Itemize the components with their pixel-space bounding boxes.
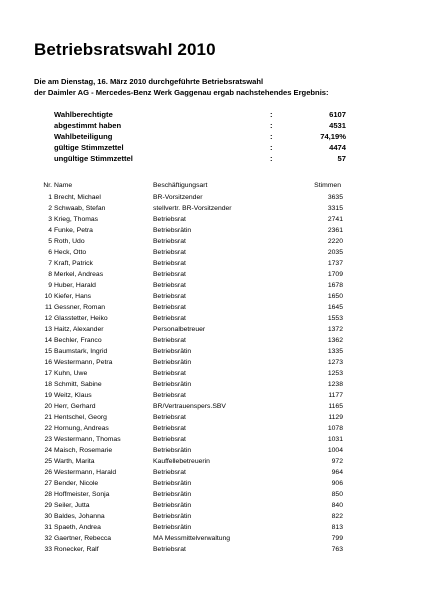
row-stimmen: 1650 (327, 293, 343, 300)
row-beschaeftigungsart: Betriebsrat (153, 238, 186, 245)
row-stimmen: 1004 (327, 447, 343, 454)
table-row (33, 260, 343, 271)
stat-label: gültige Stimmzettel (54, 143, 124, 152)
row-beschaeftigungsart: Betriebsrat (153, 414, 186, 421)
row-name: Ronecker, Ralf (54, 546, 99, 553)
row-beschaeftigungsart: Betriebsrat (153, 370, 186, 377)
row-nr: 1 (48, 194, 52, 201)
row-beschaeftigungsart: Personalbetreuer (153, 326, 206, 333)
table-row (33, 392, 343, 403)
row-beschaeftigungsart: Betriebsrätin (153, 359, 192, 366)
table-row (33, 282, 343, 293)
row-name: Spaeth, Andrea (54, 524, 101, 531)
row-stimmen: 1078 (327, 425, 343, 432)
table-row (33, 535, 343, 546)
table-row (33, 436, 343, 447)
table-row (33, 491, 343, 502)
row-nr: 5 (48, 238, 52, 245)
stat-colon: : (270, 143, 273, 152)
row-nr: 10 (44, 293, 52, 300)
table-row (33, 205, 343, 216)
row-name: Krieg, Thomas (54, 216, 99, 223)
row-stimmen: 1645 (327, 304, 343, 311)
row-nr: 25 (44, 458, 52, 465)
row-name: Brecht, Michael (54, 194, 101, 201)
stat-value: 4474 (329, 143, 346, 152)
stat-row-wahlbeteiligung (54, 132, 346, 143)
row-nr: 13 (44, 326, 52, 333)
row-beschaeftigungsart: Betriebsrat (153, 304, 186, 311)
table-row (33, 546, 343, 557)
stat-label: Wahlbeteiligung (54, 132, 113, 141)
stat-label: abgestimmt haben (54, 121, 122, 130)
row-name: Kiefer, Hans (54, 293, 92, 300)
intro-line-1: Die am Dienstag, 16. März 2010 durchgeführte Betriebsratswahl (34, 77, 264, 86)
stat-value: 57 (337, 154, 346, 163)
row-stimmen: 1165 (328, 403, 343, 410)
row-nr: 6 (48, 249, 52, 256)
row-beschaeftigungsart: Betriebsrätin (153, 502, 192, 509)
row-name: Hoffmeister, Sonja (54, 491, 110, 498)
row-beschaeftigungsart: Kauffellebetreuerin (153, 458, 210, 465)
table-row (33, 216, 343, 227)
row-stimmen: 763 (331, 546, 343, 553)
row-name: Bechler, Franco (54, 337, 102, 344)
row-name: Warth, Marita (54, 458, 95, 465)
row-stimmen: 1129 (328, 414, 343, 421)
stat-colon: : (270, 110, 273, 119)
row-stimmen: 1177 (328, 392, 343, 399)
row-stimmen: 2220 (327, 238, 343, 245)
row-name: Bender, Nicole (54, 480, 99, 487)
row-beschaeftigungsart: Betriebsrätin (153, 491, 192, 498)
row-beschaeftigungsart: BR/Vertrauenspers.SBV (153, 403, 226, 410)
row-stimmen: 1253 (327, 370, 343, 377)
row-stimmen: 3635 (327, 194, 343, 201)
row-stimmen: 1553 (327, 315, 343, 322)
row-nr: 8 (48, 271, 52, 278)
table-row (33, 370, 343, 381)
table-row (33, 337, 343, 348)
row-beschaeftigungsart: Betriebsrat (153, 337, 186, 344)
row-beschaeftigungsart: Betriebsrätin (153, 227, 192, 234)
header-name: Name (54, 182, 73, 189)
row-name: Weitz, Klaus (54, 392, 92, 399)
row-name: Gessner, Roman (54, 304, 105, 311)
table-row (33, 469, 343, 480)
intro-text (34, 76, 329, 98)
header-beschaeftigungsart: Beschäftigungsart (153, 182, 208, 189)
table-row (33, 194, 343, 205)
summary-stats (54, 110, 346, 165)
row-beschaeftigungsart: Betriebsrat (153, 293, 186, 300)
header-nr: Nr. (43, 182, 52, 189)
stat-row-gueltige (54, 143, 346, 154)
table-row (33, 502, 343, 513)
table-row (33, 524, 343, 535)
row-stimmen: 813 (331, 524, 343, 531)
row-name: Heck, Otto (54, 249, 87, 256)
row-beschaeftigungsart: Betriebsrätin (153, 447, 192, 454)
row-nr: 4 (48, 227, 52, 234)
row-nr: 12 (44, 315, 52, 322)
row-nr: 23 (44, 436, 52, 443)
row-beschaeftigungsart: stellvertr. BR-Vorsitzender (153, 205, 232, 212)
row-stimmen: 1031 (327, 436, 343, 443)
row-beschaeftigungsart: Betriebsrat (153, 260, 186, 267)
row-name: Westermann, Harald (54, 469, 117, 476)
row-name: Roth, Udo (54, 238, 85, 245)
table-row (33, 403, 343, 414)
table-row (33, 304, 343, 315)
row-beschaeftigungsart: Betriebsrat (153, 315, 186, 322)
row-nr: 29 (44, 502, 52, 509)
row-name: Baumstark, Ingrid (54, 348, 108, 355)
row-stimmen: 840 (331, 502, 343, 509)
row-beschaeftigungsart: Betriebsrätin (153, 381, 192, 388)
table-row (33, 271, 343, 282)
stat-value: 4531 (329, 121, 346, 130)
row-stimmen: 906 (331, 480, 343, 487)
row-stimmen: 964 (331, 469, 343, 476)
row-nr: 28 (44, 491, 52, 498)
row-nr: 30 (44, 513, 52, 520)
table-row (33, 447, 343, 458)
row-name: Merkel, Andreas (54, 271, 104, 278)
row-nr: 27 (44, 480, 52, 487)
row-name: Glasstetter, Heiko (54, 315, 108, 322)
row-beschaeftigungsart: Betriebsrat (153, 469, 186, 476)
stat-value: 74,19% (320, 132, 346, 141)
row-stimmen: 1273 (327, 359, 343, 366)
table-row (33, 513, 343, 524)
row-name: Kuhn, Uwe (54, 370, 88, 377)
stat-label: Wahlberechtigte (54, 110, 113, 119)
row-name: Funke, Petra (54, 227, 93, 234)
row-beschaeftigungsart: Betriebsrat (153, 546, 186, 553)
row-stimmen: 850 (331, 491, 343, 498)
table-row (33, 227, 343, 238)
table-row (33, 315, 343, 326)
stat-row-wahlberechtigte (54, 110, 346, 121)
table-row (33, 480, 343, 491)
row-stimmen: 972 (331, 458, 343, 465)
table-row (33, 238, 343, 249)
row-stimmen: 1335 (327, 348, 343, 355)
row-beschaeftigungsart: Betriebsrat (153, 216, 186, 223)
row-beschaeftigungsart: MA Messmittelverwaltung (153, 535, 231, 542)
stat-label: ungültige Stimmzettel (54, 154, 133, 163)
table-row (33, 326, 343, 337)
row-nr: 18 (44, 381, 52, 388)
row-nr: 19 (44, 392, 52, 399)
results-table-header (33, 182, 343, 193)
row-name: Huber, Harald (54, 282, 96, 289)
row-stimmen: 1709 (327, 271, 343, 278)
row-name: Hentschel, Georg (54, 414, 107, 421)
row-name: Maisch, Rosemarie (54, 447, 113, 454)
row-name: Haitz, Alexander (54, 326, 104, 333)
stat-colon: : (270, 154, 273, 163)
row-stimmen: 799 (331, 535, 343, 542)
table-row (33, 249, 343, 260)
stat-row-abgestimmt (54, 121, 346, 132)
row-nr: 31 (44, 524, 52, 531)
row-nr: 9 (48, 282, 52, 289)
row-beschaeftigungsart: Betriebsrätin (153, 348, 192, 355)
table-row (33, 414, 343, 425)
row-stimmen: 822 (331, 513, 343, 520)
table-row (33, 458, 343, 469)
table-row (33, 425, 343, 436)
row-stimmen: 2361 (327, 227, 343, 234)
row-name: Gaertner, Rebecca (54, 535, 112, 542)
row-nr: 26 (44, 469, 52, 476)
row-beschaeftigungsart: Betriebsrat (153, 249, 186, 256)
row-beschaeftigungsart: Betriebsrätin (153, 513, 192, 520)
table-row (33, 348, 343, 359)
stat-value: 6107 (329, 110, 346, 119)
stat-colon: : (270, 121, 273, 130)
row-stimmen: 2035 (327, 249, 343, 256)
row-beschaeftigungsart: Betriebsrat (153, 282, 186, 289)
results-table-body (33, 194, 343, 557)
row-stimmen: 1372 (327, 326, 343, 333)
row-nr: 33 (44, 546, 52, 553)
row-beschaeftigungsart: Betriebsrat (153, 436, 186, 443)
row-name: Schwaab, Stefan (54, 205, 106, 212)
header-stimmen: Stimmen (314, 182, 341, 189)
row-nr: 20 (44, 403, 52, 410)
row-nr: 14 (44, 337, 52, 344)
row-nr: 2 (48, 205, 52, 212)
row-stimmen: 1678 (327, 282, 343, 289)
row-nr: 32 (44, 535, 52, 542)
row-beschaeftigungsart: Betriebsrat (153, 392, 186, 399)
row-stimmen: 1362 (327, 337, 343, 344)
table-row (33, 381, 343, 392)
row-beschaeftigungsart: Betriebsrat (153, 271, 186, 278)
row-nr: 3 (48, 216, 52, 223)
row-nr: 17 (44, 370, 52, 377)
row-stimmen: 2741 (327, 216, 343, 223)
row-stimmen: 3315 (327, 205, 343, 212)
stat-row-ungueltige (54, 154, 346, 165)
row-name: Westermann, Petra (54, 359, 113, 366)
stat-colon: : (270, 132, 273, 141)
row-nr: 16 (44, 359, 52, 366)
page-title: Betriebsratswahl 2010 (34, 40, 216, 59)
row-name: Westermann, Thomas (54, 436, 121, 443)
row-stimmen: 1737 (327, 260, 343, 267)
row-beschaeftigungsart: Betriebsrätin (153, 524, 192, 531)
row-nr: 24 (44, 447, 52, 454)
row-nr: 11 (44, 304, 52, 311)
row-name: Hornung, Andreas (54, 425, 109, 432)
row-name: Herr, Gerhard (54, 403, 96, 410)
row-nr: 15 (44, 348, 52, 355)
table-row (33, 293, 343, 304)
row-name: Baldes, Johanna (54, 513, 105, 520)
row-name: Kraft, Patrick (54, 260, 93, 267)
row-stimmen: 1238 (327, 381, 343, 388)
row-name: Schmitt, Sabine (54, 381, 102, 388)
row-nr: 22 (44, 425, 52, 432)
table-row (33, 359, 343, 370)
row-beschaeftigungsart: BR-Vorsitzender (153, 194, 203, 201)
row-beschaeftigungsart: Betriebsrätin (153, 480, 192, 487)
row-nr: 7 (48, 260, 52, 267)
row-nr: 21 (44, 414, 52, 421)
row-beschaeftigungsart: Betriebsrat (153, 425, 186, 432)
intro-line-2: der Daimler AG - Mercedes-Benz Werk Gaggenau ergab nachstehendes Ergebnis: (34, 88, 329, 97)
row-name: Seiler, Jutta (54, 502, 90, 509)
